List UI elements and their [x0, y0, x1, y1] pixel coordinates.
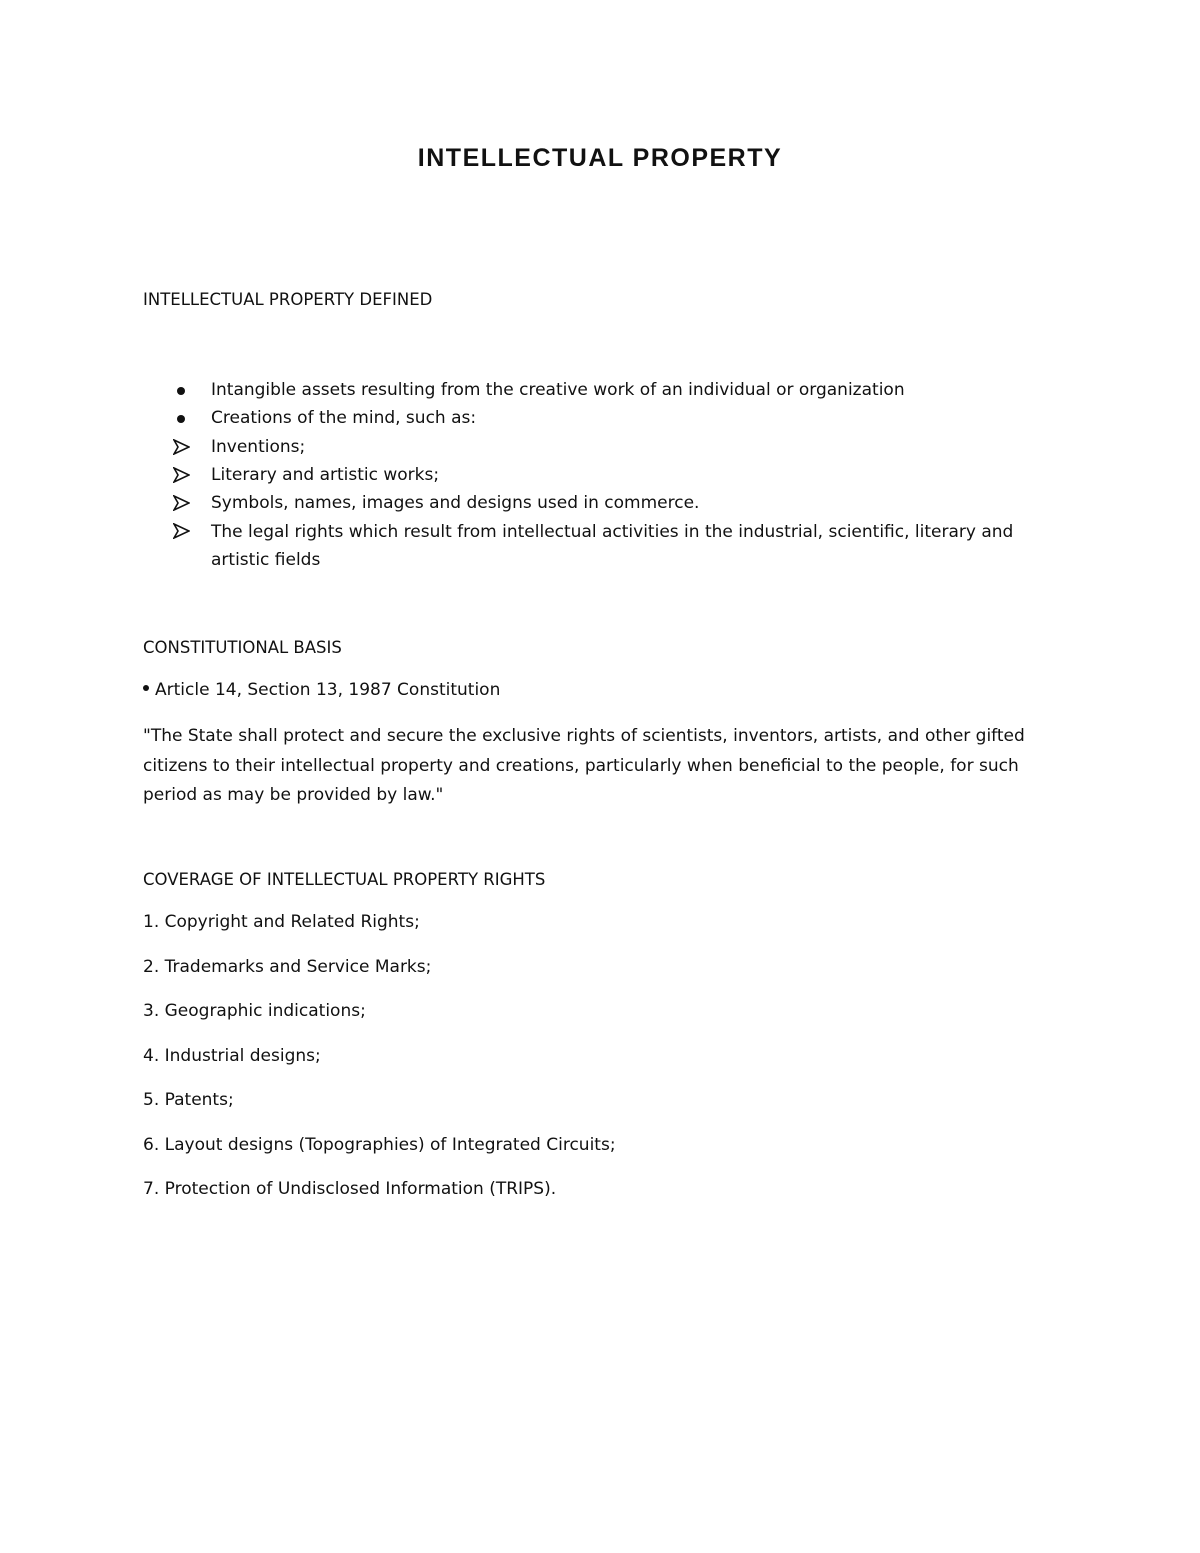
definition-list	[170, 377, 1041, 574]
section-heading-constitutional: CONSTITUTIONAL BASIS	[143, 638, 342, 657]
article-reference	[143, 680, 500, 700]
list-item: 7. Protection of Undisclosed Information (TRIPS).	[143, 1179, 557, 1199]
list-item	[170, 518, 1041, 574]
arrow-bullet-icon	[170, 490, 192, 519]
list-item	[170, 434, 1041, 462]
constitution-quote: "The State shall protect and secure the exclusive rights of scientists, inventors, artists, and other gifted citizens to their intellectual property and creations, particularly when beneficial to the people, for such period as may be provided by law."	[143, 726, 1025, 805]
list-item	[170, 490, 1041, 518]
section-heading-defined: INTELLECTUAL PROPERTY DEFINED	[143, 290, 433, 309]
bullet-icon	[170, 377, 192, 403]
list-item-text: Inventions;	[211, 436, 306, 457]
section-heading-coverage: COVERAGE OF INTELLECTUAL PROPERTY RIGHTS	[143, 870, 546, 889]
bullet-icon	[170, 405, 192, 431]
list-item: 6. Layout designs (Topographies) of Integrated Circuits;	[143, 1134, 616, 1155]
list-item-text: Creations of the mind, such as:	[211, 408, 477, 429]
list-item	[170, 377, 1041, 405]
list-item-text: Literary and artistic works;	[211, 464, 440, 485]
arrow-bullet-icon	[170, 434, 192, 463]
list-item: 2. Trademarks and Service Marks;	[143, 956, 432, 977]
article-text: Article 14, Section 13, 1987 Constitution	[155, 680, 501, 700]
list-item-text: Intangible assets resulting from the creative work of an individual or organization	[211, 380, 905, 400]
arrow-bullet-icon	[170, 518, 192, 548]
arrow-bullet-icon	[170, 462, 192, 491]
list-item	[170, 462, 1041, 490]
bullet-icon	[143, 685, 149, 691]
list-item: 4. Industrial designs;	[143, 1045, 321, 1066]
list-item	[170, 405, 1041, 433]
list-item: 3. Geographic indications;	[143, 1001, 366, 1021]
document-title: INTELLECTUAL PROPERTY	[417, 144, 783, 172]
list-item: 5. Patents;	[143, 1090, 234, 1110]
list-item: 1. Copyright and Related Rights;	[143, 912, 420, 932]
list-item-text: The legal rights which result from intellectual activities in the industrial, scientific, literary and artistic fields	[211, 522, 1014, 571]
coverage-list	[143, 912, 616, 1224]
list-item-text: Symbols, names, images and designs used in commerce.	[211, 493, 700, 514]
